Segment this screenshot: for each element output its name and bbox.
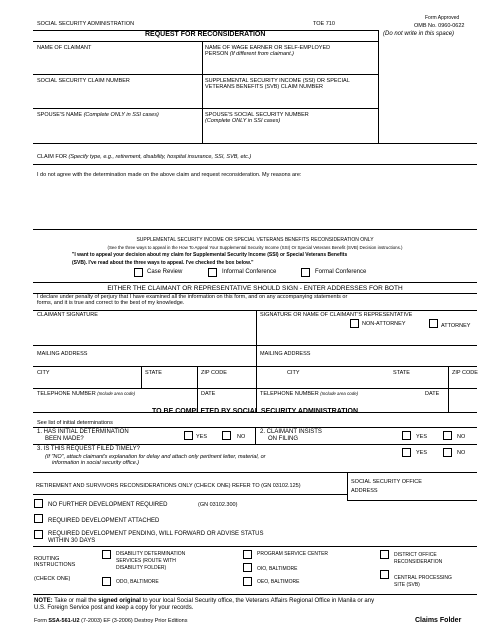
- perjury-declaration: [37, 294, 477, 307]
- formal-conference-checkbox[interactable]: [301, 268, 310, 277]
- req-pending-checkbox[interactable]: [34, 530, 43, 539]
- rule: [33, 546, 477, 547]
- telephone-text: TELEPHONE NUMBER: [37, 391, 96, 397]
- dds-line2: SERVICES (ROUTE WITH: [116, 558, 176, 564]
- ssi-see-ways: (See the three ways to appeal in the How To Appeal Your Supplemental Security Income (SSI) Or Special Veterans Benefit (SVB) Decision instructions.): [107, 245, 403, 250]
- spouse-ssn-label: [205, 112, 375, 125]
- psc-checkbox[interactable]: [243, 550, 252, 559]
- form-title: REQUEST FOR RECONSIDERATION: [145, 31, 266, 38]
- rule: [256, 310, 257, 412]
- area-code-note: (Include area code): [97, 391, 136, 396]
- no-further-development-label: NO FURTHER DEVELOPMENT REQUIRED: [48, 502, 168, 508]
- claimant-date-label: DATE: [201, 391, 216, 397]
- rep-mailing-address-label: MAILING ADDRESS: [260, 351, 311, 357]
- claims-folder-label: Claims Folder: [415, 617, 462, 624]
- see-list-note: See list of initial determinations: [37, 420, 113, 426]
- q3-note-line2: information in social security office.): [52, 460, 140, 467]
- ssi-svb-line1: SUPPLEMENTAL SECURITY INCOME (SSI) OR SPECIAL: [205, 78, 350, 84]
- q2-line1: 2. CLAIMANT INSISTS: [260, 429, 322, 435]
- dds-line1: DISABILITY DETERMINATION: [116, 551, 186, 557]
- claimant-telephone-label: [37, 391, 135, 397]
- formal-conference-label: Formal Conference: [315, 269, 367, 275]
- do-not-write-note: (Do not write in this space): [383, 31, 455, 37]
- rep-city-label: CITY: [287, 370, 300, 376]
- name-of-claimant-label: NAME OF CLAIMANT: [37, 45, 92, 51]
- note-text-line2: U.S. Foreign Service post and keep a copy for your records.: [34, 604, 194, 611]
- spouse-name-text: SPOUSE'S NAME: [37, 112, 83, 118]
- note-text-a: Take or mail the: [54, 598, 97, 604]
- mailing-note: [34, 598, 479, 612]
- rule: [33, 444, 477, 445]
- spouse-ssn-text: SPOUSE'S SOCIAL SECURITY NUMBER: [205, 112, 309, 118]
- q3-note: [45, 454, 375, 467]
- question-1: [37, 429, 187, 443]
- req-pending-line2: WITHIN 30 DAYS: [48, 537, 96, 544]
- rep-signature-label: SIGNATURE OR NAME OF CLAIMANT'S REPRESENTATIVE: [260, 312, 413, 318]
- telephone-text: TELEPHONE NUMBER: [260, 391, 319, 397]
- q1-no-checkbox[interactable]: [222, 431, 231, 440]
- ss-office-line1: SOCIAL SECURITY OFFICE: [351, 479, 422, 485]
- rule: [33, 282, 477, 283]
- do-recon-checkbox[interactable]: [380, 550, 389, 559]
- rule: [33, 41, 378, 42]
- rule: [448, 366, 449, 412]
- claimant-state-label: STATE: [145, 370, 162, 376]
- note-signed-original: signed original: [98, 598, 141, 604]
- rule: [202, 41, 203, 143]
- req-pending-label: [48, 531, 348, 545]
- do-recon-label: [394, 552, 484, 566]
- q2-yes-checkbox[interactable]: [402, 431, 411, 440]
- wage-earner-label: [205, 45, 375, 58]
- form-number: [34, 618, 187, 624]
- claimant-zip-label: ZIP CODE: [201, 370, 227, 376]
- rule: [347, 472, 348, 500]
- spouse-name-label: [37, 112, 159, 118]
- q1-no-label: NO: [237, 434, 246, 440]
- cps-label: [394, 575, 484, 589]
- agency-name: SOCIAL SECURITY ADMINISTRATION: [37, 21, 135, 27]
- rule: [33, 494, 347, 495]
- question-3: 3. IS THIS REQUEST FILED TIMELY?: [37, 446, 140, 452]
- disagree-statement: I do not agree with the determination made on the above claim and request reconsideration. My reasons are:: [37, 172, 302, 178]
- want-appeal-line1: "I want to appeal your decision about my claim for Supplemental Security Income (SSI) or Special Veterans Benefits: [72, 252, 348, 258]
- form-approved: Form Approved: [425, 15, 460, 21]
- q3-yes-checkbox[interactable]: [402, 448, 411, 457]
- area-code-note: (Include area code): [320, 391, 359, 396]
- dds-line3: DISABILITY FOLDER): [116, 565, 167, 571]
- non-attorney-label: NON-ATTORNEY: [362, 321, 406, 327]
- rule: [33, 30, 378, 31]
- rsi-only-label: RETIREMENT AND SURVIVORS RECONSIDERATIONS ONLY (CHECK ONE) REFER TO (GN 03102.125): [36, 483, 301, 489]
- routing-line1: ROUTING: [34, 556, 60, 562]
- cps-line1: CENTRAL PROCESSING: [394, 575, 452, 581]
- rule: [33, 143, 477, 144]
- req-attached-checkbox[interactable]: [34, 514, 43, 523]
- cps-line2: SITE (SVB): [394, 582, 420, 588]
- claim-for-text: CLAIM FOR: [37, 154, 67, 160]
- ssi-svb-claim-label: [205, 78, 380, 91]
- q1-yes-checkbox[interactable]: [184, 431, 193, 440]
- ss-claim-number-label: SOCIAL SECURITY CLAIM NUMBER: [37, 78, 130, 84]
- claimant-signature-label: CLAIMANT SIGNATURE: [37, 312, 98, 318]
- rule: [197, 366, 198, 412]
- attorney-checkbox[interactable]: [429, 319, 438, 328]
- claimant-city-label: CITY: [37, 370, 50, 376]
- oeo-checkbox[interactable]: [243, 577, 252, 586]
- rule: [33, 74, 378, 75]
- routing-line2: INSTRUCTIONS: [34, 562, 76, 569]
- odo-checkbox[interactable]: [102, 577, 111, 586]
- rep-date-label: DATE: [425, 391, 440, 397]
- form-edition: (7-2003) EF (3-2006) Destroy Prior Editions: [81, 618, 188, 624]
- wage-earner-line1: NAME OF WAGE EARNER OR SELF-EMPLOYED: [205, 45, 331, 51]
- rule: [347, 500, 477, 501]
- declare-line2: forms, and it is true and correct to the best of my knowledge.: [37, 300, 185, 307]
- rep-state-label: STATE: [393, 370, 410, 376]
- q3-no-checkbox[interactable]: [443, 448, 452, 457]
- form-label: Form: [34, 618, 47, 624]
- ssi-svb-line2: VETERANS BENEFITS (SVB) CLAIM NUMBER: [205, 84, 323, 91]
- informal-conference-checkbox[interactable]: [208, 268, 217, 277]
- rule: [33, 229, 477, 230]
- wage-earner-note: (If different from claimant.): [229, 51, 294, 58]
- q1-yes-label: YES: [196, 434, 208, 440]
- oio-label: OIO, BALTIMORE: [257, 566, 298, 572]
- rule: [255, 427, 256, 444]
- odo-label: ODO, BALTIMORE: [116, 579, 159, 585]
- toe-code: TOE 710: [313, 21, 335, 27]
- case-review-checkbox[interactable]: [134, 268, 143, 277]
- rule: [33, 594, 477, 595]
- cps-checkbox[interactable]: [380, 570, 389, 579]
- rule: [33, 164, 477, 165]
- q2-line2: ON FILING: [268, 435, 299, 442]
- q3-no-label: NO: [457, 450, 466, 456]
- omb-number: OMB No. 0960-0622: [414, 23, 465, 29]
- do-recon-line2: RECONSIDERATION: [394, 559, 443, 565]
- signature-section-heading: EITHER THE CLAIMANT OR REPRESENTATIVE SHOULD SIGN - ENTER ADDRESSES FOR BOTH: [107, 285, 403, 292]
- ss-office-line2: ADDRESS: [351, 487, 378, 494]
- attorney-label: ATTORNEY: [441, 323, 471, 329]
- ss-office-address-label: [351, 478, 471, 496]
- q3-yes-label: YES: [416, 450, 428, 456]
- gn-reference: (GN 03102.300): [198, 502, 238, 508]
- rule: [33, 108, 378, 109]
- req-attached-label: REQUIRED DEVELOPMENT ATTACHED: [48, 518, 160, 524]
- question-2: [260, 429, 390, 443]
- oeo-label: OEO, BALTIMORE: [257, 579, 300, 585]
- req-pending-line1: REQUIRED DEVELOPMENT PENDING, WILL FORWARD OR ADVISE STATUS: [48, 531, 264, 537]
- claim-for-note: (Specify type, e.g., retirement, disability, hospital insurance, SSI, SVB, etc.): [68, 154, 252, 160]
- no-further-development-checkbox[interactable]: [34, 499, 43, 508]
- dds-checkbox[interactable]: [102, 550, 111, 559]
- rule: [33, 388, 477, 389]
- dds-label: [116, 551, 216, 572]
- rule: [33, 366, 477, 367]
- declare-line1: I declare under penalty of perjury that I have examined all the information on this form, and on any accompanying statements or: [37, 294, 348, 300]
- q2-no-label: NO: [457, 434, 466, 440]
- q2-no-checkbox[interactable]: [443, 431, 452, 440]
- psc-label: PROGRAM SERVICE CENTER: [257, 551, 329, 557]
- rule: [141, 366, 142, 388]
- rule: [33, 345, 477, 346]
- note-text-b: to your local Social Security office, the Veterans Affairs Regional Office in Manila or any: [142, 598, 375, 604]
- q2-yes-label: YES: [416, 434, 428, 440]
- rule: [33, 310, 477, 311]
- claimant-mailing-address-label: MAILING ADDRESS: [37, 351, 88, 357]
- rule: [33, 472, 477, 473]
- routing-label: [34, 556, 94, 569]
- check-one-label: (CHECK ONE): [34, 576, 71, 582]
- ssi-section-heading: SUPPLEMENTAL SECURITY INCOME OR SPECIAL VETERANS BENEFITS RECONSIDERATION ONLY: [136, 237, 374, 243]
- non-attorney-checkbox[interactable]: [350, 319, 359, 328]
- spouse-name-note: (Complete ONLY in SSI cases): [83, 112, 159, 118]
- q3-note-line1: (If "NO", attach claimant's explanation for delay and attach only pertinent letter, material, or: [45, 454, 266, 460]
- wage-earner-line2: PERSON: [205, 51, 229, 58]
- spouse-ssn-note: (Complete ONLY in SSI cases): [205, 118, 281, 125]
- want-appeal-line2: (SVB). I've read about the three ways to appeal. I've checked the box below.": [72, 260, 254, 266]
- oio-checkbox[interactable]: [243, 563, 252, 572]
- note-label: NOTE:: [34, 598, 53, 604]
- form-number-code: SSA-561-U2: [48, 618, 80, 624]
- case-review-label: Case Review: [147, 269, 183, 275]
- rep-telephone-label: [260, 391, 358, 397]
- informal-conference-label: Informal Conference: [222, 269, 277, 275]
- q1-line2: BEEN MADE?: [45, 435, 84, 442]
- q1-line1: 1. HAS INITIAL DETERMINATION: [37, 429, 129, 435]
- claim-for-label: [37, 154, 251, 160]
- rep-zip-label: ZIP CODE: [452, 370, 478, 376]
- ssa-section-heading: TO BE COMPLETED BY SOCIAL SECURITY ADMINISTRATION: [152, 408, 358, 415]
- do-recon-line1: DISTRICT OFFICE: [394, 552, 437, 558]
